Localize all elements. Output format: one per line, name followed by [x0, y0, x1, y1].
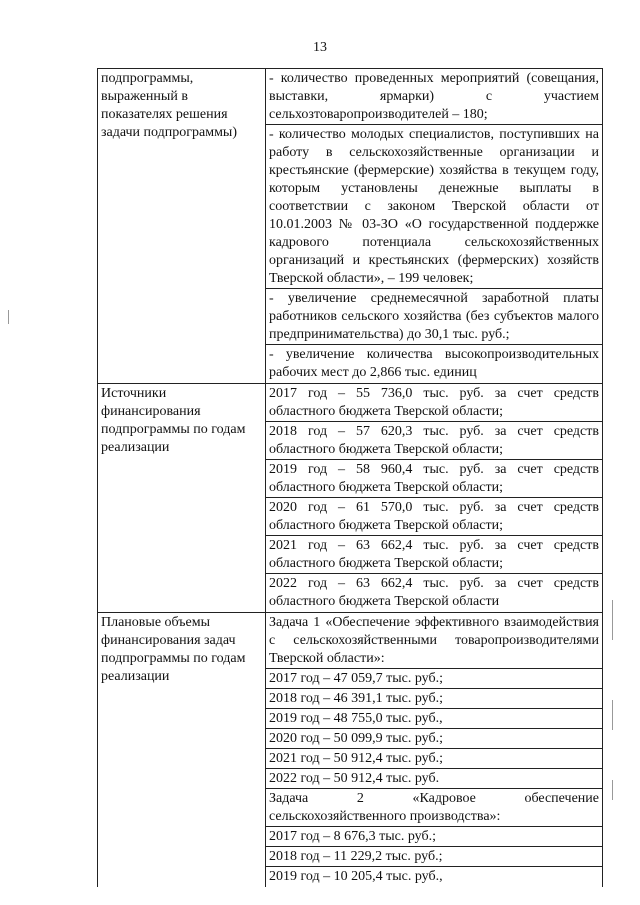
table-row — [98, 613, 603, 888]
page-number: 13 — [313, 40, 327, 55]
list-item: 2020 год – 61 570,0 тыс. руб. за счет средств областного бюджета Тверской области; — [266, 497, 602, 535]
list-item: 2021 год – 50 912,4 тыс. руб.; — [266, 748, 602, 768]
list-item: 2020 год – 50 099,9 тыс. руб.; — [266, 728, 602, 748]
task-title: Задача 1 «Обеспечение эффективного взаимодействия с сельскохозяйственными товаропроизводителями Тверской области»: — [269, 615, 599, 666]
list-item: - увеличение количества высокопроизводительных рабочих мест до 2,866 тыс. единиц — [266, 344, 602, 382]
list-item: 2022 год – 50 912,4 тыс. руб. — [266, 768, 602, 788]
row-content — [266, 69, 603, 384]
passport-table — [97, 68, 603, 887]
table-row — [98, 69, 603, 384]
list-item: 2019 год – 58 960,4 тыс. руб. за счет средств областного бюджета Тверской области; — [266, 459, 602, 497]
list-item: 2019 год – 48 755,0 тыс. руб., — [266, 708, 602, 728]
list-item: - количество проведенных мероприятий (совещания, выставки, ярмарки) с участием сельхозтоваропроизводителей – 180; — [269, 71, 599, 122]
task-title: Задача 2 «Кадровое обеспечение сельскохозяйственного производства»: — [266, 788, 602, 826]
row-content — [266, 384, 603, 613]
scan-artifact — [612, 700, 613, 730]
list-item: 2018 год – 11 229,2 тыс. руб.; — [266, 846, 602, 866]
row-label: Источники финансирования подпрограммы по годам реализации — [98, 384, 266, 613]
list-item: 2022 год – 63 662,4 тыс. руб. за счет средств областного бюджета Тверской области — [266, 573, 602, 611]
list-item: 2018 год – 57 620,3 тыс. руб. за счет средств областного бюджета Тверской области; — [266, 421, 602, 459]
list-item: 2017 год – 55 736,0 тыс. руб. за счет средств областного бюджета Тверской области; — [269, 386, 599, 419]
list-item: 2019 год – 10 205,4 тыс. руб., — [266, 866, 602, 886]
scan-artifact — [8, 310, 9, 324]
list-item: 2017 год – 8 676,3 тыс. руб.; — [266, 826, 602, 846]
list-item: - увеличение среднемесячной заработной платы работников сельского хозяйства (без субъектов малого предпринимательства) до 30,1 тыс. руб.; — [266, 288, 602, 344]
scan-artifact — [612, 780, 613, 800]
scan-artifact — [612, 600, 613, 640]
row-label: Плановые объемы финансирования задач подпрограммы по годам реализации — [98, 613, 266, 888]
table-row — [98, 384, 603, 613]
list-item: - количество молодых специалистов, поступивших на работу в сельскохозяйственные организации и крестьянские (фермерские) хозяйства в текущем году, которым установлены денежные выплаты в соответствии с законом Тверской области от 10.01.2003 № 03-ЗО «О государственной поддержке кадрового потенциала сельскохозяйственных организаций и крестьянских (фермерских) хозяйств Тверской области», – 199 человек; — [266, 124, 602, 288]
row-label: подпрограммы, выраженный в показателях решения задачи подпрограммы) — [98, 69, 266, 384]
list-item: 2021 год – 63 662,4 тыс. руб. за счет средств областного бюджета Тверской области; — [266, 535, 602, 573]
list-item: 2017 год – 47 059,7 тыс. руб.; — [266, 668, 602, 688]
list-item: 2018 год – 46 391,1 тыс. руб.; — [266, 688, 602, 708]
row-content — [266, 613, 603, 888]
